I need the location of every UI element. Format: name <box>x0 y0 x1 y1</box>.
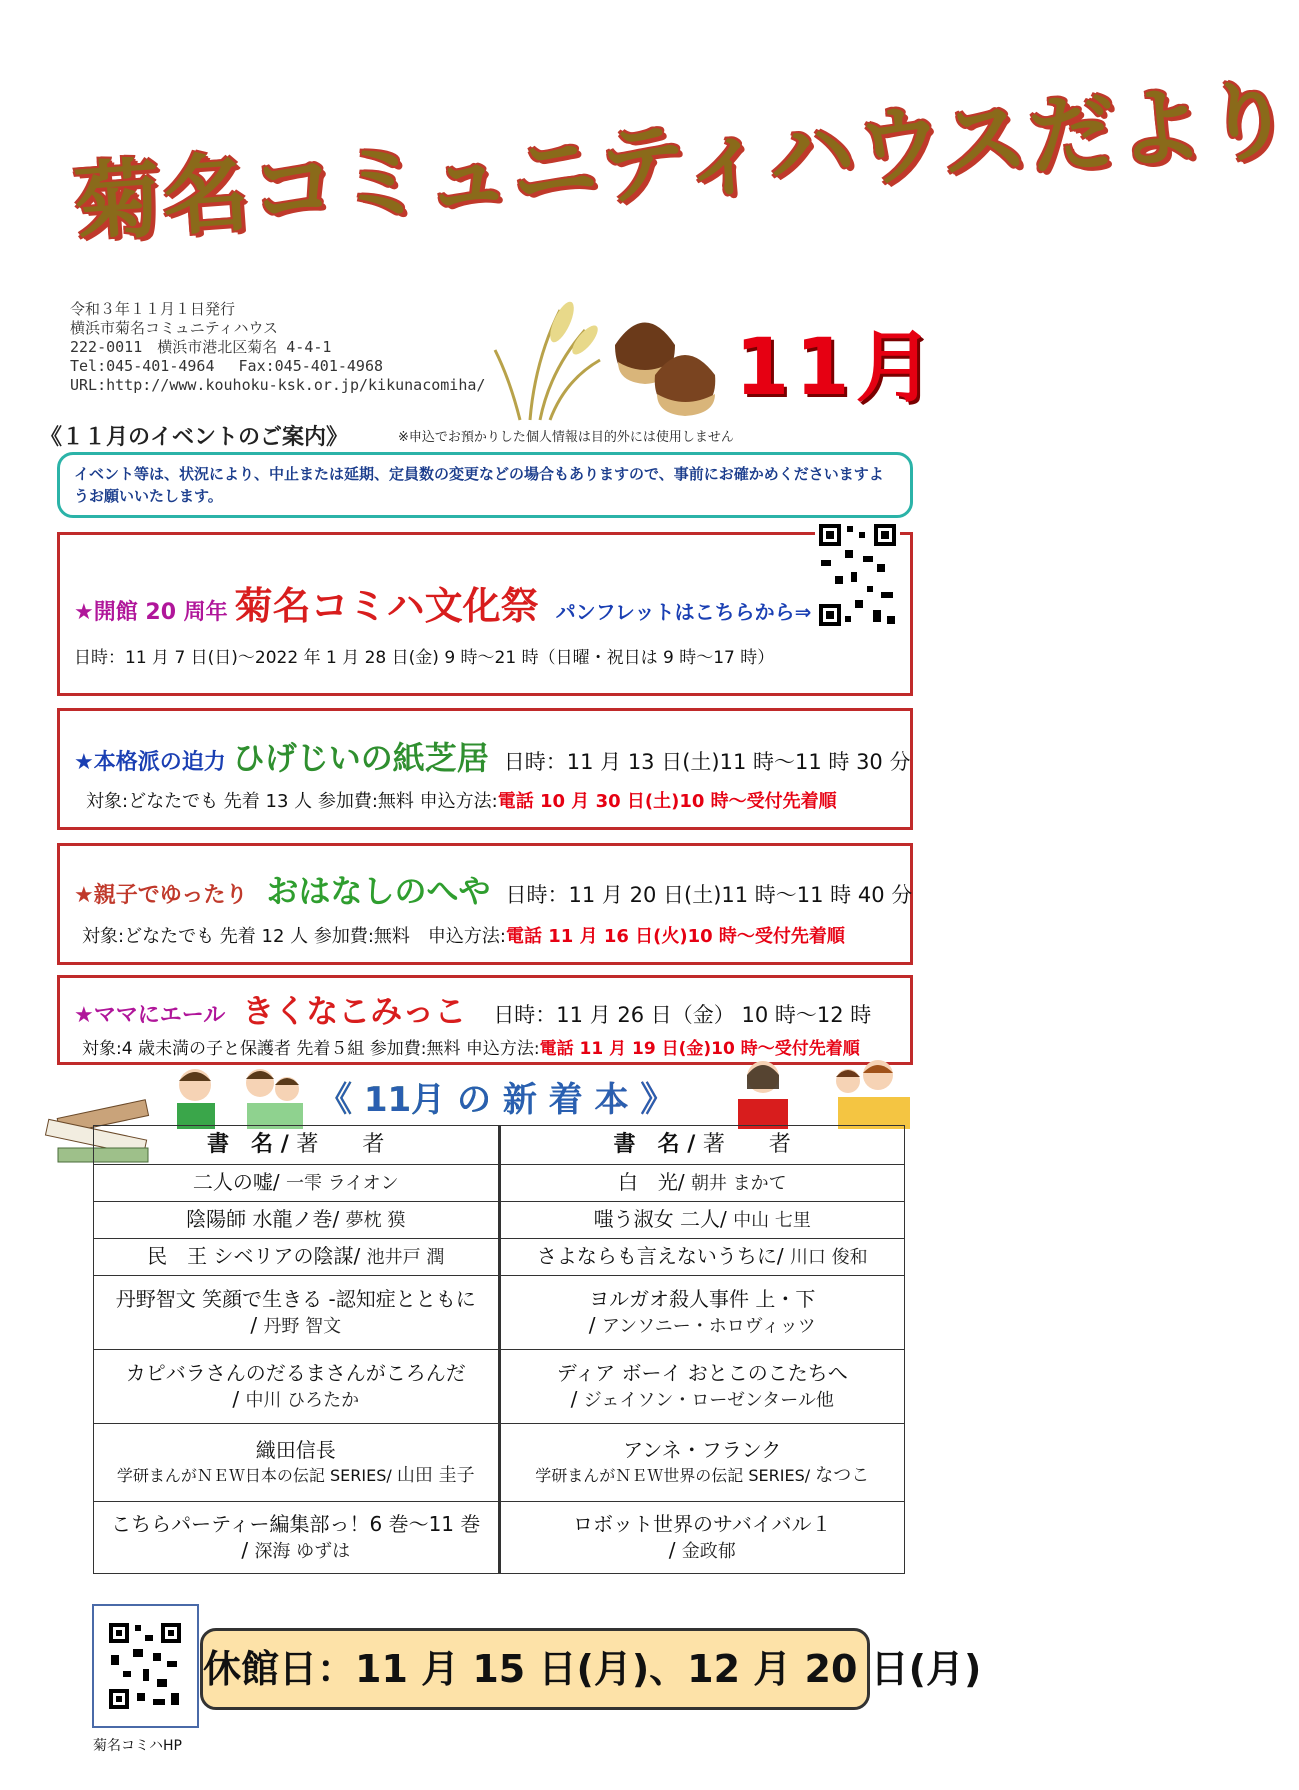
event-prefix: ★親子でゆったり <box>74 883 248 908</box>
events-heading: 《１１月のイベントのご案内》 <box>40 425 349 450</box>
book-cell: ロボット世界のサバイバル１ / 金政郁 <box>499 1502 905 1574</box>
event-details: 対象:どなたでも 先着 12 人 参加費:無料 申込方法: <box>82 926 506 947</box>
closed-days-banner: 休館日：11 月 15 日(月)、12 月 20 日(月) <box>200 1628 870 1710</box>
event-signup: 電話 11 月 16 日(火)10 時～受付先着順 <box>505 926 845 947</box>
book-cell: 陰陽師 水龍ノ巻/ 夢枕 獏 <box>94 1202 500 1239</box>
book-cell: 丹野智文 笑顔で生きる -認知症とともに / 丹野 智文 <box>94 1276 500 1350</box>
table-row <box>94 1239 905 1276</box>
table-row <box>94 1276 905 1350</box>
privacy-note: ※申込でお預かりした個人情報は目的外には使用しません <box>398 430 734 445</box>
book-cell: 白 光/ 朝井 まかて <box>499 1165 905 1202</box>
event-card-mama-yell <box>57 975 913 1065</box>
event-signup: 電話 11 月 19 日(金)10 時～受付先着順 <box>539 1039 860 1059</box>
website-url[interactable]: URL:http://www.kouhoku-ksk.or.jp/kikunacomiha/ <box>70 376 486 394</box>
homepage-qr-code-icon[interactable] <box>93 1605 198 1727</box>
event-datetime: 日時：11 月 7 日(日)～2022 年 1 月 28 日(金) 9 時～21 時（日曜・祝日は 9 時～17 時） <box>74 648 775 668</box>
event-details: 対象:4 歳未満の子と保護者 先着５組 参加費:無料 申込方法: <box>82 1039 540 1059</box>
event-prefix: ★ママにエール <box>74 1003 226 1028</box>
new-books-heading: 《 11月 の 新 着 本 》 <box>318 1080 675 1120</box>
pampas-grass-icon <box>495 310 600 420</box>
book-cell: 嗤う淑女 二人/ 中山 七里 <box>499 1202 905 1239</box>
event-signup: 電話 10 月 30 日(土)10 時～受付先着順 <box>497 791 837 812</box>
book-cell: 民 王 シベリアの陰謀/ 池井戸 潤 <box>94 1239 500 1276</box>
tel-fax: Tel:045-401-4964 Fax:045-401-4968 <box>70 357 384 375</box>
pamphlet-qr-code-icon[interactable] <box>815 520 900 630</box>
event-name: ひげじいの紙芝居 <box>232 739 489 777</box>
table-row <box>94 1350 905 1424</box>
newsletter-title: 菊名コミュニティハウスだより <box>71 69 1297 255</box>
table-row <box>94 1424 905 1502</box>
book-cell: カピバラさんのだるまさんがころんだ / 中川 ひろたか <box>94 1350 500 1424</box>
table-row <box>94 1202 905 1239</box>
book-cell: ヨルガオ殺人事件 上・下 / アンソニー・ホロヴィッツ <box>499 1276 905 1350</box>
pamphlet-link[interactable]: パンフレットはこちらから⇒ <box>555 600 812 624</box>
table-row <box>94 1502 905 1574</box>
org-name: 横浜市菊名コミュニティハウス <box>70 319 279 337</box>
event-card-kamishibai <box>57 708 913 830</box>
address: 222-0011 横浜市港北区菊名 4-4-1 <box>70 338 332 356</box>
table-header-row <box>94 1126 905 1165</box>
event-datetime: 日時：11 月 20 日(土)11 時～11 時 40 分 <box>505 883 913 907</box>
event-datetime: 日時：11 月 26 日（金） 10 時～12 時 <box>493 1003 872 1027</box>
event-card-storytime <box>57 843 913 965</box>
event-datetime: 日時：11 月 13 日(土)11 時～11 時 30 分 <box>503 750 911 774</box>
pampas-plume-icon <box>545 299 601 359</box>
new-books-table <box>93 1125 905 1574</box>
table-row <box>94 1165 905 1202</box>
event-card-festival <box>57 532 913 696</box>
book-cell: 織田信長 学研まんがＮＥＷ日本の伝記 SERIES/ 山田 圭子 <box>94 1424 500 1502</box>
qr-caption: 菊名コミハHP <box>93 1738 182 1754</box>
book-cell: さよならも言えないうちに/ 川口 俊和 <box>499 1239 905 1276</box>
publish-date: 令和３年１１月１日発行 <box>70 300 236 318</box>
event-prefix: ★開館 20 周年 <box>74 600 228 625</box>
book-cell: こちらパーティー編集部っ！6 巻～11 巻 / 深海 ゆずは <box>94 1502 500 1574</box>
event-prefix: ★本格派の迫力 <box>74 750 226 775</box>
column-header: 書 名 / 著 者 <box>94 1126 500 1165</box>
book-cell: ディア ボーイ おとこのこたちへ / ジェイソン・ローゼンタール他 <box>499 1350 905 1424</box>
event-name: おはなしのへや <box>266 872 491 910</box>
event-name: きくなこみっこ <box>242 992 467 1030</box>
kids-with-books-icon <box>728 1055 918 1135</box>
children-reading-icon <box>165 1063 315 1133</box>
event-details: 対象:どなたでも 先着 13 人 参加費:無料 申込方法: <box>86 791 498 812</box>
chestnut-icon <box>615 323 715 417</box>
issue-month: 11月 <box>735 323 940 413</box>
column-header: 書 名 / 著 者 <box>499 1126 905 1165</box>
event-name: 菊名コミハ文化祭 <box>234 584 539 628</box>
autumn-illustration <box>490 300 730 425</box>
book-cell: 二人の嘘/ 一雫 ライオン <box>94 1165 500 1202</box>
event-notice: イベント等は、状況により、中止または延期、定員数の変更などの場合もありますので、事前にお確かめくださいますようお願いいたします。 <box>57 452 913 518</box>
publisher-info <box>70 300 485 395</box>
book-cell: アンネ・フランク 学研まんがＮＥＷ世界の伝記 SERIES/ なつこ <box>499 1424 905 1502</box>
